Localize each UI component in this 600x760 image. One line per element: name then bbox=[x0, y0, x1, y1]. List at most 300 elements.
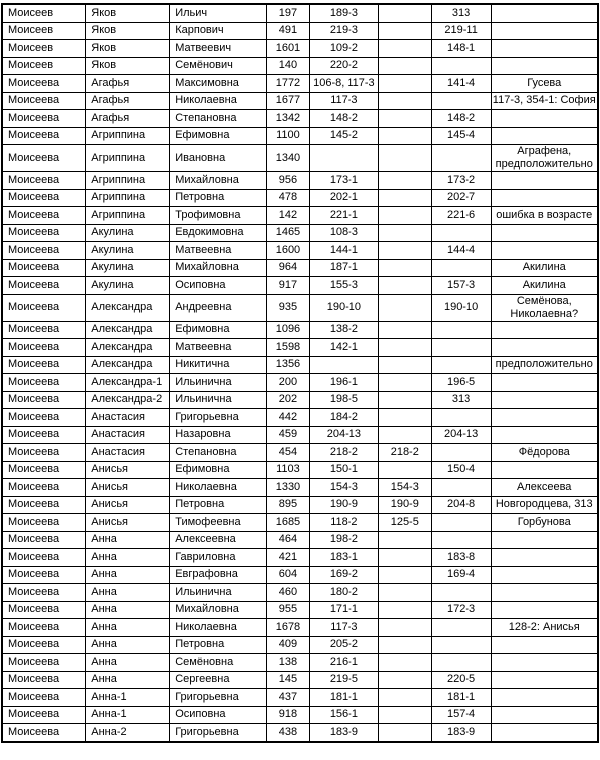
cell-given-name: Яков bbox=[86, 22, 170, 40]
cell-record-number: 918 bbox=[267, 706, 310, 724]
cell-patronymic: Ефимовна bbox=[170, 127, 267, 145]
cell-surname: Моисеева bbox=[2, 566, 86, 584]
cell-ref-primary: 118-2 bbox=[309, 514, 378, 532]
cell-ref-primary: 189-3 bbox=[309, 4, 378, 22]
cell-patronymic: Ильич bbox=[170, 4, 267, 22]
cell-record-number: 1465 bbox=[267, 224, 310, 242]
cell-ref-tertiary: 141-4 bbox=[431, 75, 491, 93]
cell-given-name: Акулина bbox=[86, 277, 170, 295]
cell-ref-primary: 117-3 bbox=[309, 619, 378, 637]
cell-given-name: Агриппина bbox=[86, 127, 170, 145]
cell-ref-tertiary: 204-8 bbox=[431, 496, 491, 514]
cell-patronymic: Евграфовна bbox=[170, 566, 267, 584]
cell-notes bbox=[491, 601, 598, 619]
cell-patronymic: Матвеевна bbox=[170, 242, 267, 260]
cell-record-number: 1100 bbox=[267, 127, 310, 145]
cell-given-name: Анна bbox=[86, 671, 170, 689]
cell-ref-tertiary bbox=[431, 259, 491, 277]
table-row bbox=[2, 619, 598, 637]
cell-surname: Моисеева bbox=[2, 356, 86, 374]
cell-given-name: Анна bbox=[86, 619, 170, 637]
cell-surname: Моисеева bbox=[2, 654, 86, 672]
cell-surname: Моисеева bbox=[2, 671, 86, 689]
cell-surname: Моисеева bbox=[2, 321, 86, 339]
cell-ref-primary: 190-10 bbox=[309, 294, 378, 321]
records-table-body bbox=[2, 4, 598, 742]
cell-notes bbox=[491, 671, 598, 689]
cell-given-name: Агафья bbox=[86, 75, 170, 93]
cell-ref-primary: 171-1 bbox=[309, 601, 378, 619]
cell-given-name: Анна bbox=[86, 654, 170, 672]
cell-notes bbox=[491, 57, 598, 75]
cell-patronymic: Осиповна bbox=[170, 277, 267, 295]
cell-ref-tertiary bbox=[431, 654, 491, 672]
cell-ref-tertiary: 204-13 bbox=[431, 426, 491, 444]
cell-ref-primary: 184-2 bbox=[309, 409, 378, 427]
cell-ref-primary: 144-1 bbox=[309, 242, 378, 260]
cell-ref-secondary bbox=[378, 75, 431, 93]
cell-record-number: 200 bbox=[267, 374, 310, 392]
cell-ref-primary: 219-5 bbox=[309, 671, 378, 689]
cell-ref-primary: 204-13 bbox=[309, 426, 378, 444]
cell-surname: Моисеева bbox=[2, 514, 86, 532]
cell-patronymic: Осиповна bbox=[170, 706, 267, 724]
cell-surname: Моисеева bbox=[2, 224, 86, 242]
cell-record-number: 140 bbox=[267, 57, 310, 75]
cell-ref-primary: 154-3 bbox=[309, 479, 378, 497]
cell-given-name: Анна bbox=[86, 601, 170, 619]
cell-surname: Моисеева bbox=[2, 584, 86, 602]
cell-given-name: Александра bbox=[86, 321, 170, 339]
cell-ref-secondary bbox=[378, 409, 431, 427]
table-row bbox=[2, 4, 598, 22]
cell-patronymic: Григорьевна bbox=[170, 689, 267, 707]
cell-ref-tertiary: 202-7 bbox=[431, 189, 491, 207]
cell-surname: Моисеева bbox=[2, 294, 86, 321]
cell-ref-primary: 156-1 bbox=[309, 706, 378, 724]
cell-record-number: 145 bbox=[267, 671, 310, 689]
cell-record-number: 1678 bbox=[267, 619, 310, 637]
cell-given-name: Яков bbox=[86, 4, 170, 22]
cell-ref-tertiary: 220-5 bbox=[431, 671, 491, 689]
cell-ref-primary: 108-3 bbox=[309, 224, 378, 242]
cell-given-name: Агафья bbox=[86, 110, 170, 128]
cell-given-name: Анисья bbox=[86, 514, 170, 532]
cell-record-number: 421 bbox=[267, 549, 310, 567]
cell-given-name: Александра-1 bbox=[86, 374, 170, 392]
cell-given-name: Анастасия bbox=[86, 426, 170, 444]
cell-ref-primary: 221-1 bbox=[309, 207, 378, 225]
cell-given-name: Анна bbox=[86, 584, 170, 602]
cell-ref-secondary bbox=[378, 259, 431, 277]
cell-surname: Моисеева bbox=[2, 426, 86, 444]
cell-ref-tertiary: 221-6 bbox=[431, 207, 491, 225]
cell-ref-secondary bbox=[378, 549, 431, 567]
cell-ref-primary: 109-2 bbox=[309, 40, 378, 58]
cell-given-name: Акулина bbox=[86, 259, 170, 277]
cell-patronymic: Гавриловна bbox=[170, 549, 267, 567]
table-row bbox=[2, 584, 598, 602]
cell-given-name: Анна bbox=[86, 549, 170, 567]
cell-patronymic: Ильинична bbox=[170, 584, 267, 602]
cell-notes bbox=[491, 22, 598, 40]
cell-record-number: 142 bbox=[267, 207, 310, 225]
cell-ref-secondary bbox=[378, 189, 431, 207]
cell-surname: Моисеева bbox=[2, 110, 86, 128]
cell-ref-primary: 106-8, 117-3 bbox=[309, 75, 378, 93]
cell-patronymic: Михайловна bbox=[170, 172, 267, 190]
cell-ref-primary: 219-3 bbox=[309, 22, 378, 40]
table-row bbox=[2, 339, 598, 357]
cell-ref-tertiary: 157-4 bbox=[431, 706, 491, 724]
cell-patronymic: Ефимовна bbox=[170, 321, 267, 339]
cell-surname: Моисеева bbox=[2, 461, 86, 479]
cell-patronymic: Ивановна bbox=[170, 145, 267, 172]
cell-surname: Моисеева bbox=[2, 127, 86, 145]
cell-given-name: Акулина bbox=[86, 224, 170, 242]
cell-ref-tertiary: 148-1 bbox=[431, 40, 491, 58]
cell-ref-secondary bbox=[378, 601, 431, 619]
table-row bbox=[2, 40, 598, 58]
cell-notes: Акилина bbox=[491, 259, 598, 277]
cell-record-number: 1103 bbox=[267, 461, 310, 479]
cell-notes: Аграфена, предположительно bbox=[491, 145, 598, 172]
cell-ref-tertiary bbox=[431, 444, 491, 462]
cell-given-name: Анастасия bbox=[86, 444, 170, 462]
table-row bbox=[2, 294, 598, 321]
cell-ref-primary bbox=[309, 356, 378, 374]
cell-record-number: 1342 bbox=[267, 110, 310, 128]
table-row bbox=[2, 444, 598, 462]
cell-ref-secondary: 190-9 bbox=[378, 496, 431, 514]
cell-record-number: 454 bbox=[267, 444, 310, 462]
cell-record-number: 138 bbox=[267, 654, 310, 672]
cell-record-number: 955 bbox=[267, 601, 310, 619]
cell-record-number: 1096 bbox=[267, 321, 310, 339]
cell-ref-primary: 138-2 bbox=[309, 321, 378, 339]
cell-patronymic: Евдокимовна bbox=[170, 224, 267, 242]
cell-ref-primary: 183-1 bbox=[309, 549, 378, 567]
cell-ref-primary: 205-2 bbox=[309, 636, 378, 654]
cell-surname: Моисеева bbox=[2, 339, 86, 357]
cell-patronymic: Семёновна bbox=[170, 654, 267, 672]
table-row bbox=[2, 531, 598, 549]
cell-surname: Моисеева bbox=[2, 496, 86, 514]
cell-notes: Гусева bbox=[491, 75, 598, 93]
cell-notes bbox=[491, 339, 598, 357]
table-row bbox=[2, 22, 598, 40]
cell-record-number: 917 bbox=[267, 277, 310, 295]
cell-ref-primary: 169-2 bbox=[309, 566, 378, 584]
cell-ref-secondary bbox=[378, 22, 431, 40]
cell-patronymic: Николаевна bbox=[170, 479, 267, 497]
cell-notes bbox=[491, 189, 598, 207]
cell-ref-primary: 198-2 bbox=[309, 531, 378, 549]
cell-notes bbox=[491, 224, 598, 242]
cell-notes: Горбунова bbox=[491, 514, 598, 532]
cell-ref-primary: 173-1 bbox=[309, 172, 378, 190]
table-row bbox=[2, 321, 598, 339]
cell-patronymic: Ефимовна bbox=[170, 461, 267, 479]
cell-surname: Моисеев bbox=[2, 4, 86, 22]
cell-notes bbox=[491, 321, 598, 339]
cell-ref-secondary bbox=[378, 40, 431, 58]
cell-given-name: Агриппина bbox=[86, 172, 170, 190]
cell-notes: Семёнова, Николаевна? bbox=[491, 294, 598, 321]
cell-ref-tertiary bbox=[431, 636, 491, 654]
cell-ref-tertiary: 172-3 bbox=[431, 601, 491, 619]
cell-notes bbox=[491, 127, 598, 145]
cell-given-name: Александра bbox=[86, 294, 170, 321]
cell-ref-secondary bbox=[378, 339, 431, 357]
cell-surname: Моисеева bbox=[2, 391, 86, 409]
table-row bbox=[2, 189, 598, 207]
cell-ref-secondary bbox=[378, 654, 431, 672]
cell-notes bbox=[491, 654, 598, 672]
cell-ref-secondary bbox=[378, 619, 431, 637]
cell-record-number: 1330 bbox=[267, 479, 310, 497]
cell-record-number: 464 bbox=[267, 531, 310, 549]
cell-given-name: Анна bbox=[86, 566, 170, 584]
cell-record-number: 478 bbox=[267, 189, 310, 207]
table-row bbox=[2, 127, 598, 145]
cell-surname: Моисеева bbox=[2, 479, 86, 497]
cell-notes: Акилина bbox=[491, 277, 598, 295]
cell-ref-tertiary bbox=[431, 356, 491, 374]
cell-record-number: 1601 bbox=[267, 40, 310, 58]
table-row bbox=[2, 409, 598, 427]
cell-ref-secondary bbox=[378, 566, 431, 584]
cell-patronymic: Назаровна bbox=[170, 426, 267, 444]
cell-ref-primary bbox=[309, 145, 378, 172]
cell-surname: Моисеев bbox=[2, 22, 86, 40]
cell-surname: Моисеева bbox=[2, 374, 86, 392]
cell-patronymic: Михайловна bbox=[170, 601, 267, 619]
cell-ref-tertiary bbox=[431, 531, 491, 549]
cell-given-name: Агриппина bbox=[86, 189, 170, 207]
cell-ref-primary: 196-1 bbox=[309, 374, 378, 392]
cell-record-number: 956 bbox=[267, 172, 310, 190]
cell-patronymic: Сергеевна bbox=[170, 671, 267, 689]
cell-patronymic: Николаевна bbox=[170, 619, 267, 637]
cell-ref-tertiary: 181-1 bbox=[431, 689, 491, 707]
cell-surname: Моисеева bbox=[2, 689, 86, 707]
table-row bbox=[2, 207, 598, 225]
cell-given-name: Агафья bbox=[86, 92, 170, 110]
table-row bbox=[2, 566, 598, 584]
cell-notes bbox=[491, 110, 598, 128]
cell-notes: предположительно bbox=[491, 356, 598, 374]
cell-ref-tertiary: 173-2 bbox=[431, 172, 491, 190]
cell-record-number: 409 bbox=[267, 636, 310, 654]
cell-ref-secondary bbox=[378, 426, 431, 444]
cell-ref-secondary: 154-3 bbox=[378, 479, 431, 497]
cell-notes bbox=[491, 374, 598, 392]
cell-notes bbox=[491, 584, 598, 602]
cell-surname: Моисеева bbox=[2, 601, 86, 619]
cell-ref-secondary bbox=[378, 207, 431, 225]
table-row bbox=[2, 75, 598, 93]
cell-ref-primary: 155-3 bbox=[309, 277, 378, 295]
cell-given-name: Александра-2 bbox=[86, 391, 170, 409]
cell-record-number: 1685 bbox=[267, 514, 310, 532]
cell-surname: Моисеева bbox=[2, 444, 86, 462]
table-row bbox=[2, 57, 598, 75]
cell-surname: Моисеева bbox=[2, 636, 86, 654]
cell-ref-tertiary bbox=[431, 92, 491, 110]
cell-given-name: Яков bbox=[86, 40, 170, 58]
cell-ref-primary: 183-9 bbox=[309, 724, 378, 742]
cell-given-name: Анна bbox=[86, 531, 170, 549]
table-row bbox=[2, 461, 598, 479]
cell-notes bbox=[491, 636, 598, 654]
cell-record-number: 1600 bbox=[267, 242, 310, 260]
table-row bbox=[2, 496, 598, 514]
table-row bbox=[2, 724, 598, 742]
cell-ref-tertiary bbox=[431, 321, 491, 339]
cell-notes bbox=[491, 426, 598, 444]
cell-notes: Фёдорова bbox=[491, 444, 598, 462]
cell-ref-tertiary: 183-8 bbox=[431, 549, 491, 567]
cell-ref-primary: 220-2 bbox=[309, 57, 378, 75]
cell-record-number: 1772 bbox=[267, 75, 310, 93]
cell-surname: Моисеева bbox=[2, 409, 86, 427]
cell-surname: Моисеева bbox=[2, 531, 86, 549]
cell-patronymic: Петровна bbox=[170, 636, 267, 654]
cell-surname: Моисеева bbox=[2, 549, 86, 567]
table-row bbox=[2, 706, 598, 724]
cell-notes bbox=[491, 4, 598, 22]
cell-ref-tertiary bbox=[431, 584, 491, 602]
cell-notes: Алексеева bbox=[491, 479, 598, 497]
cell-record-number: 437 bbox=[267, 689, 310, 707]
cell-ref-secondary bbox=[378, 724, 431, 742]
cell-ref-secondary bbox=[378, 145, 431, 172]
cell-ref-tertiary: 148-2 bbox=[431, 110, 491, 128]
table-row bbox=[2, 426, 598, 444]
cell-ref-primary: 190-9 bbox=[309, 496, 378, 514]
cell-surname: Моисеева bbox=[2, 189, 86, 207]
cell-ref-primary: 218-2 bbox=[309, 444, 378, 462]
cell-given-name: Анна-2 bbox=[86, 724, 170, 742]
table-row bbox=[2, 224, 598, 242]
cell-ref-primary: 187-1 bbox=[309, 259, 378, 277]
table-row bbox=[2, 479, 598, 497]
cell-ref-tertiary bbox=[431, 514, 491, 532]
cell-ref-secondary bbox=[378, 689, 431, 707]
cell-ref-secondary bbox=[378, 4, 431, 22]
cell-notes bbox=[491, 461, 598, 479]
table-row bbox=[2, 391, 598, 409]
cell-surname: Моисеева bbox=[2, 172, 86, 190]
table-row bbox=[2, 689, 598, 707]
cell-ref-primary: 145-2 bbox=[309, 127, 378, 145]
cell-record-number: 442 bbox=[267, 409, 310, 427]
cell-notes bbox=[491, 549, 598, 567]
cell-ref-secondary bbox=[378, 636, 431, 654]
cell-notes bbox=[491, 409, 598, 427]
cell-patronymic: Матвеевна bbox=[170, 339, 267, 357]
cell-surname: Моисеева bbox=[2, 75, 86, 93]
cell-patronymic: Ильинична bbox=[170, 391, 267, 409]
cell-notes: ошибка в возрасте bbox=[491, 207, 598, 225]
cell-ref-tertiary bbox=[431, 145, 491, 172]
cell-notes bbox=[491, 689, 598, 707]
cell-ref-primary: 198-5 bbox=[309, 391, 378, 409]
cell-notes bbox=[491, 391, 598, 409]
cell-notes bbox=[491, 531, 598, 549]
cell-ref-secondary bbox=[378, 294, 431, 321]
cell-ref-tertiary: 190-10 bbox=[431, 294, 491, 321]
cell-patronymic: Ильинична bbox=[170, 374, 267, 392]
cell-given-name: Анна bbox=[86, 636, 170, 654]
cell-given-name: Акулина bbox=[86, 242, 170, 260]
cell-ref-tertiary: 157-3 bbox=[431, 277, 491, 295]
cell-record-number: 438 bbox=[267, 724, 310, 742]
cell-record-number: 1677 bbox=[267, 92, 310, 110]
cell-surname: Моисеева bbox=[2, 207, 86, 225]
cell-notes bbox=[491, 724, 598, 742]
table-row bbox=[2, 514, 598, 532]
cell-ref-secondary: 125-5 bbox=[378, 514, 431, 532]
cell-ref-tertiary: 144-4 bbox=[431, 242, 491, 260]
cell-ref-tertiary: 313 bbox=[431, 4, 491, 22]
cell-patronymic: Степановна bbox=[170, 110, 267, 128]
cell-ref-tertiary bbox=[431, 339, 491, 357]
cell-patronymic: Петровна bbox=[170, 496, 267, 514]
cell-patronymic: Никитична bbox=[170, 356, 267, 374]
cell-ref-tertiary: 219-11 bbox=[431, 22, 491, 40]
cell-ref-primary: 117-3 bbox=[309, 92, 378, 110]
cell-patronymic: Николаевна bbox=[170, 92, 267, 110]
cell-record-number: 1356 bbox=[267, 356, 310, 374]
cell-ref-tertiary bbox=[431, 224, 491, 242]
cell-notes bbox=[491, 242, 598, 260]
table-row bbox=[2, 671, 598, 689]
cell-ref-primary: 150-1 bbox=[309, 461, 378, 479]
cell-ref-tertiary bbox=[431, 479, 491, 497]
table-row bbox=[2, 654, 598, 672]
cell-patronymic: Андреевна bbox=[170, 294, 267, 321]
cell-patronymic: Михайловна bbox=[170, 259, 267, 277]
cell-ref-tertiary: 196-5 bbox=[431, 374, 491, 392]
cell-ref-tertiary bbox=[431, 409, 491, 427]
cell-ref-primary: 142-1 bbox=[309, 339, 378, 357]
cell-notes: Новгородцева, 313 bbox=[491, 496, 598, 514]
table-row bbox=[2, 636, 598, 654]
cell-notes bbox=[491, 566, 598, 584]
cell-ref-tertiary: 150-4 bbox=[431, 461, 491, 479]
cell-notes bbox=[491, 40, 598, 58]
cell-ref-primary: 148-2 bbox=[309, 110, 378, 128]
cell-ref-tertiary: 145-4 bbox=[431, 127, 491, 145]
cell-ref-primary: 180-2 bbox=[309, 584, 378, 602]
cell-ref-secondary bbox=[378, 461, 431, 479]
cell-given-name: Александра bbox=[86, 356, 170, 374]
cell-record-number: 491 bbox=[267, 22, 310, 40]
cell-record-number: 197 bbox=[267, 4, 310, 22]
cell-patronymic: Матвеевич bbox=[170, 40, 267, 58]
table-row bbox=[2, 242, 598, 260]
cell-ref-secondary bbox=[378, 706, 431, 724]
cell-ref-tertiary: 313 bbox=[431, 391, 491, 409]
cell-surname: Моисеева bbox=[2, 259, 86, 277]
cell-record-number: 1340 bbox=[267, 145, 310, 172]
cell-given-name: Анна-1 bbox=[86, 706, 170, 724]
cell-patronymic: Степановна bbox=[170, 444, 267, 462]
cell-patronymic: Тимофеевна bbox=[170, 514, 267, 532]
records-table bbox=[1, 3, 599, 743]
